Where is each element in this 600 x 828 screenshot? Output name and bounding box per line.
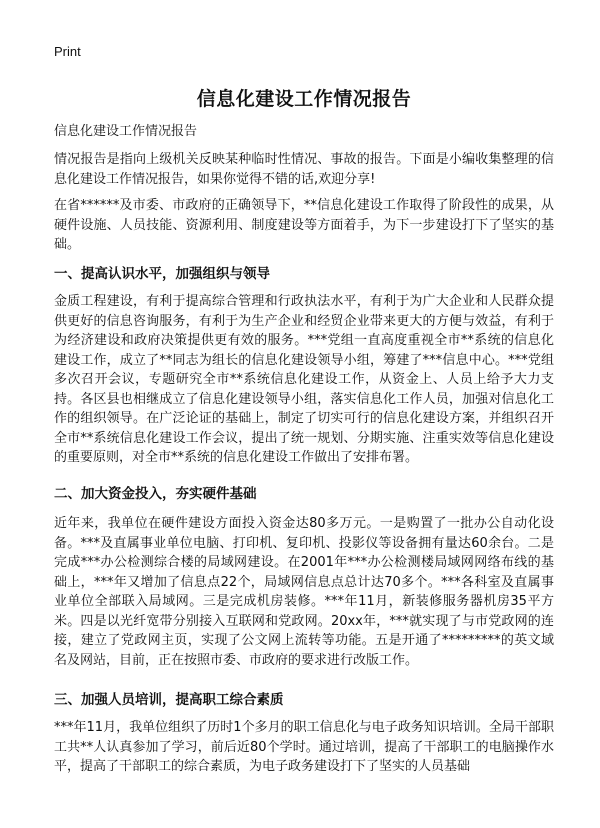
section-heading-1: 一、提高认识水平，加强组织与领导	[54, 266, 270, 282]
intro-paragraph: 情况报告是指向上级机关反映某种临时性情况、事故的报告。下面是小编收集整理的信息化建设工作情况报告，如果你觉得不错的话,欢迎分享!	[54, 152, 554, 187]
section-heading-3: 三、加强人员培训，提高职工综合素质	[54, 692, 284, 708]
overview-paragraph: 在省******及市委、市政府的正确领导下，**信息化建设工作取得了阶段性的成果，从硬件设施、人员技能、资源利用、制度建设等方面着手，为下一步建设打下了坚实的基础。	[54, 198, 554, 252]
section-heading-2: 二、加大资金投入，夯实硬件基础	[54, 486, 257, 502]
section-1-paragraph: 金质工程建设，有利于提高综合管理和行政执法水平，有利于为广大企业和人民群众提供更好的信息咨询服务，有利于为生产企业和经贸企业带来更大的方便与效益，有利于为经济建设和政府决策提供更有效的服务。***党组一直高度重视全市**系统的信息化建设工作，成立了**同志为组长的信息化建设领导小组，筹建了***信息中心。***党组多次召开会议，专题研究全市**系统信息化建设工作，从资金上、人员上给予大力支持。各区县也相继成立了信息化建设领导小组，落实信息化工作人员，加强对信息化工作的组织领导。在广泛论证的基础上，制定了切实可行的信息化建设方案，并组织召开全市**系统信息化建设工作会议，提出了统一规划、分期实施、注重实效等信息化建设的重要原则，对全市**系统的信息化建设工作做出了安排布署。	[54, 294, 554, 465]
section-2-paragraph: 近年来，我单位在硬件建设方面投入资金达80多万元。一是购置了一批办公自动化设备。***及直属事业单位电脑、打印机、复印机、投影仪等设备拥有量达60余台。二是完成***办公检测综合楼的局域网建设。在2001年***办公检测楼局域网网络布线的基础上，***年又增加了信息点22个，局域网信息点总计达70多个。***各科室及直属事业单位全部联入局域网。三是完成机房装修。***年11月，新装修服务器机房35平方米。四是以光纤宽带分别接入互联网和党政网。20xx年，***就实现了与市党政网的连接，建立了党政网主页，实现了公文网上流转等功能。五是开通了*********的英文域名及网站，目前，正在按照市委、市政府的要求进行改版工作。	[54, 516, 554, 668]
print-link[interactable]: Print	[54, 44, 81, 59]
section-3-paragraph: ***年11月，我单位组织了历时1个多月的职工信息化与电子政务知识培训。全局干部职工共**人认真参加了学习，前后近80个学时。通过培训，提高了干部职工的电脑操作水平，提高了干部职工的综合素质，为电子政务建设打下了坚实的人员基础	[54, 720, 554, 774]
document-subtitle: 信息化建设工作情况报告	[54, 124, 198, 139]
document-title: 信息化建设工作情况报告	[196, 88, 412, 110]
